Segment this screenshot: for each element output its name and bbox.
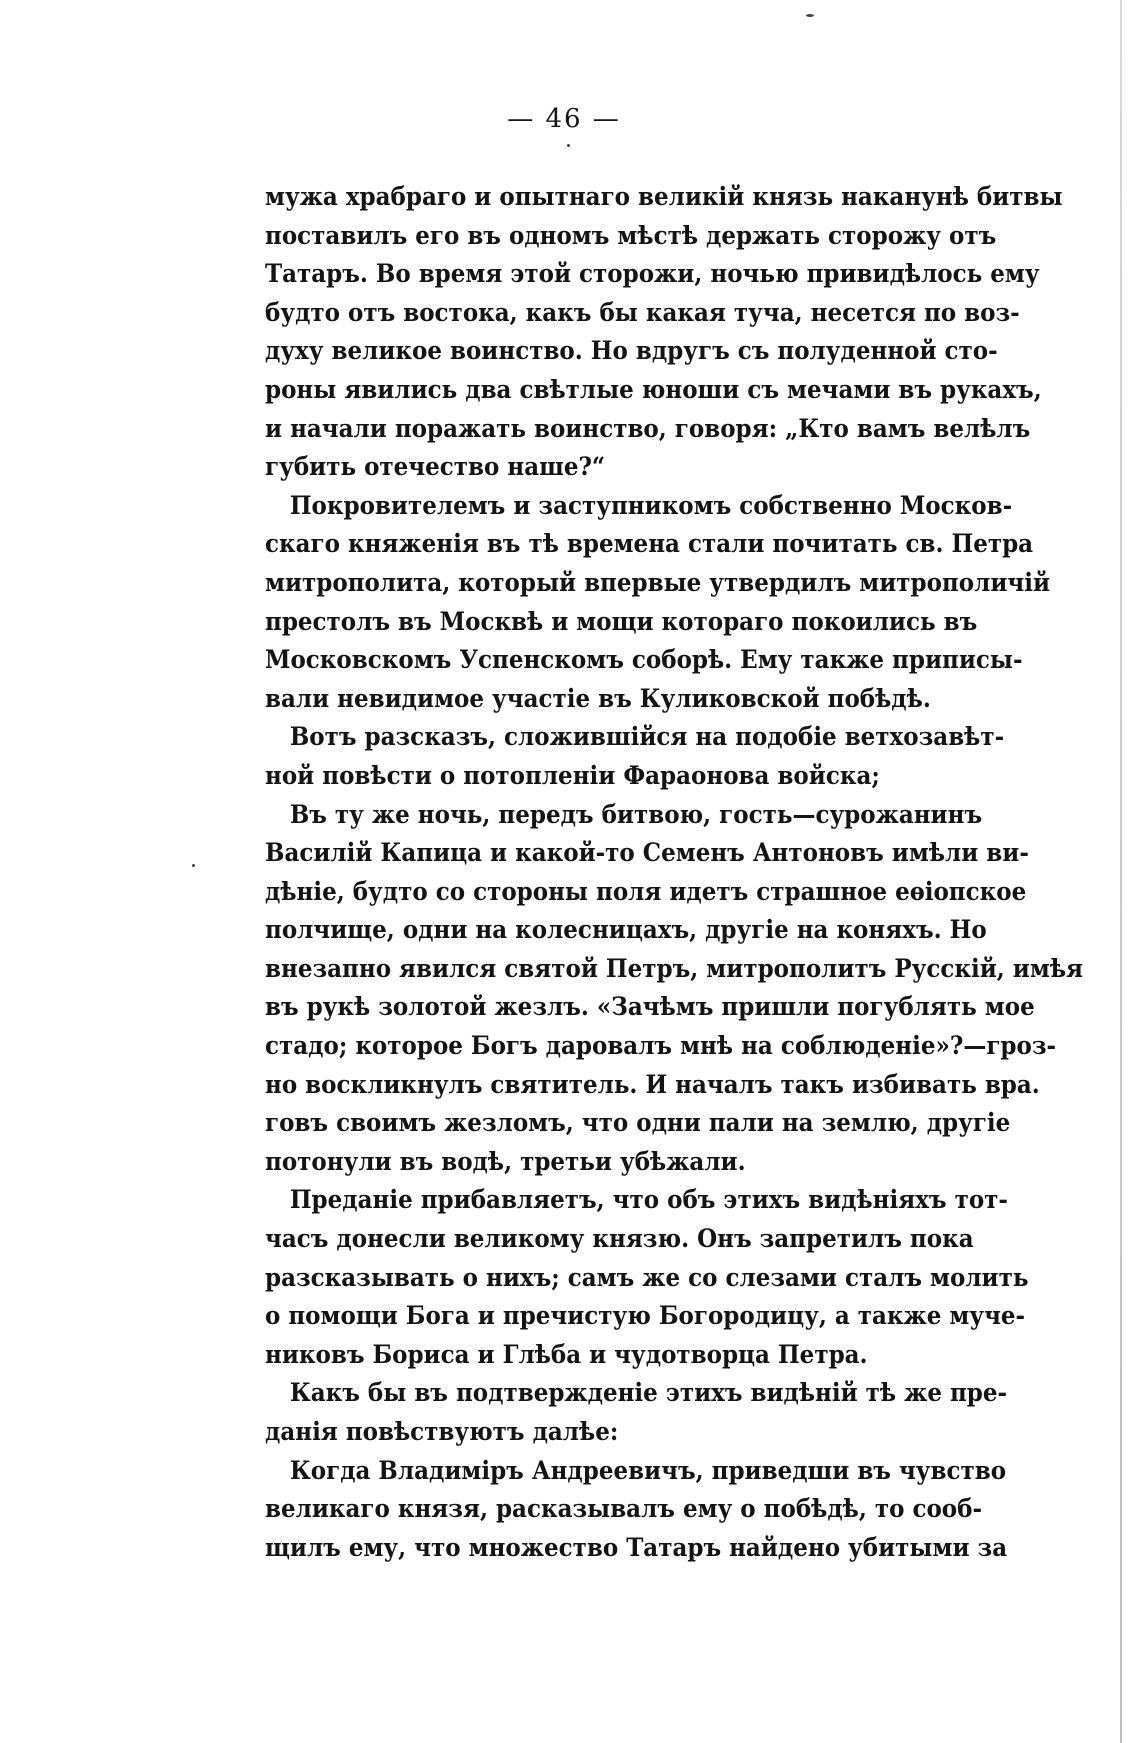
text-line: стадо; которое Богъ даровалъ мнѣ на соблюденіе»?—гроз- bbox=[265, 1031, 1057, 1061]
text-line: никовъ Бориса и Глѣба и чудотворца Петра. bbox=[265, 1339, 868, 1369]
text-line: разсказывать о нихъ; самъ же со слезами сталъ молить bbox=[265, 1262, 1029, 1292]
text-line: говъ своимъ жезломъ, что одни пали на землю, другіе bbox=[265, 1108, 1011, 1138]
text-line: внезапно явился святой Петръ, митрополитъ Русскій, имѣя bbox=[265, 953, 1083, 983]
ink-speck bbox=[567, 144, 570, 147]
ink-speck bbox=[806, 14, 814, 17]
text-line: Вотъ разсказъ, сложившійся на подобіе ветхозавѣт- bbox=[289, 722, 1005, 752]
text-line: Московскомъ Успенскомъ соборѣ. Ему также приписы- bbox=[265, 645, 1023, 675]
text-line: Когда Владиміръ Андреевичъ, приведши въ чувство bbox=[289, 1455, 1007, 1485]
text-line: Покровителемъ и заступникомъ собственно Москов- bbox=[289, 490, 1013, 520]
text-line: мужа храбраго и опытнаго великій князь наканунѣ битвы bbox=[265, 182, 1063, 211]
text-line: Въ ту же ночь, передъ битвою, гость—сурожанинъ bbox=[289, 799, 983, 829]
text-line: и начали поражать воинство, говоря: „Кто вамъ велѣлъ bbox=[265, 413, 1031, 443]
text-line: духу великое воинство. Но вдругъ съ полуденной сто- bbox=[265, 336, 998, 366]
text-line: дѣніе, будто со стороны поля идетъ страшное еѳіопское bbox=[265, 876, 1027, 906]
text-line: въ рукѣ золотой жезлъ. «Зачѣмъ пришли погублять мое bbox=[265, 992, 1035, 1022]
page-edge-rule bbox=[1120, 0, 1122, 1743]
text-line: Преданіе прибавляетъ, что объ этихъ видѣніяхъ тот- bbox=[289, 1185, 1008, 1215]
ink-speck bbox=[192, 864, 195, 867]
text-line: престолъ въ Москвѣ и мощи котораго покоились въ bbox=[265, 606, 978, 636]
page-body-text bbox=[265, 178, 1083, 1567]
text-line: великаго князя, расказывалъ ему о побѣдѣ, то сооб- bbox=[265, 1494, 983, 1524]
text-line: поставилъ его въ одномъ мѣстѣ держать сторожу отъ bbox=[265, 220, 997, 250]
text-line: но воскликнулъ святитель. И началъ такъ избивать вра. bbox=[265, 1069, 1040, 1099]
text-line: митрополита, который впервые утвердилъ митрополичій bbox=[265, 567, 1051, 597]
text-line: потонули въ водѣ, третьи убѣжали. bbox=[265, 1146, 746, 1176]
text-line: роны явились два свѣтлые юноши съ мечами въ рукахъ, bbox=[265, 374, 1042, 404]
text-line: Василій Капица и какой-то Семенъ Антоновъ имѣли ви- bbox=[265, 838, 1029, 868]
text-line: часъ донесли великому князю. Онъ запретилъ пока bbox=[265, 1224, 974, 1254]
text-line: полчище, одни на колесницахъ, другіе на коняхъ. Но bbox=[265, 915, 987, 945]
text-line: Какъ бы въ подтвержденіе этихъ видѣній тѣ же пре- bbox=[289, 1378, 1008, 1408]
text-line: скаго княженія въ тѣ времена стали почитать св. Петра bbox=[265, 529, 1034, 559]
text-line: будто отъ востока, какъ бы какая туча, несется по воз- bbox=[265, 297, 1020, 327]
text-line: щилъ ему, что множество Татаръ найдено убитыми за bbox=[265, 1532, 1008, 1562]
page-number: — 46 — bbox=[507, 104, 621, 134]
text-line: данія повѣствуютъ далѣе: bbox=[265, 1417, 619, 1446]
text-line: вали невидимое участіе въ Куликовской побѣдѣ. bbox=[265, 683, 931, 713]
text-line: ной повѣсти о потопленіи Фараонова войска; bbox=[265, 760, 880, 790]
text-line: Татаръ. Во время этой сторожи, ночью привидѣлось ему bbox=[265, 259, 1040, 289]
text-line: о помощи Бога и пречистую Богородицу, а также муче- bbox=[265, 1301, 1026, 1331]
text-line: губить отечество наше?“ bbox=[265, 452, 606, 482]
